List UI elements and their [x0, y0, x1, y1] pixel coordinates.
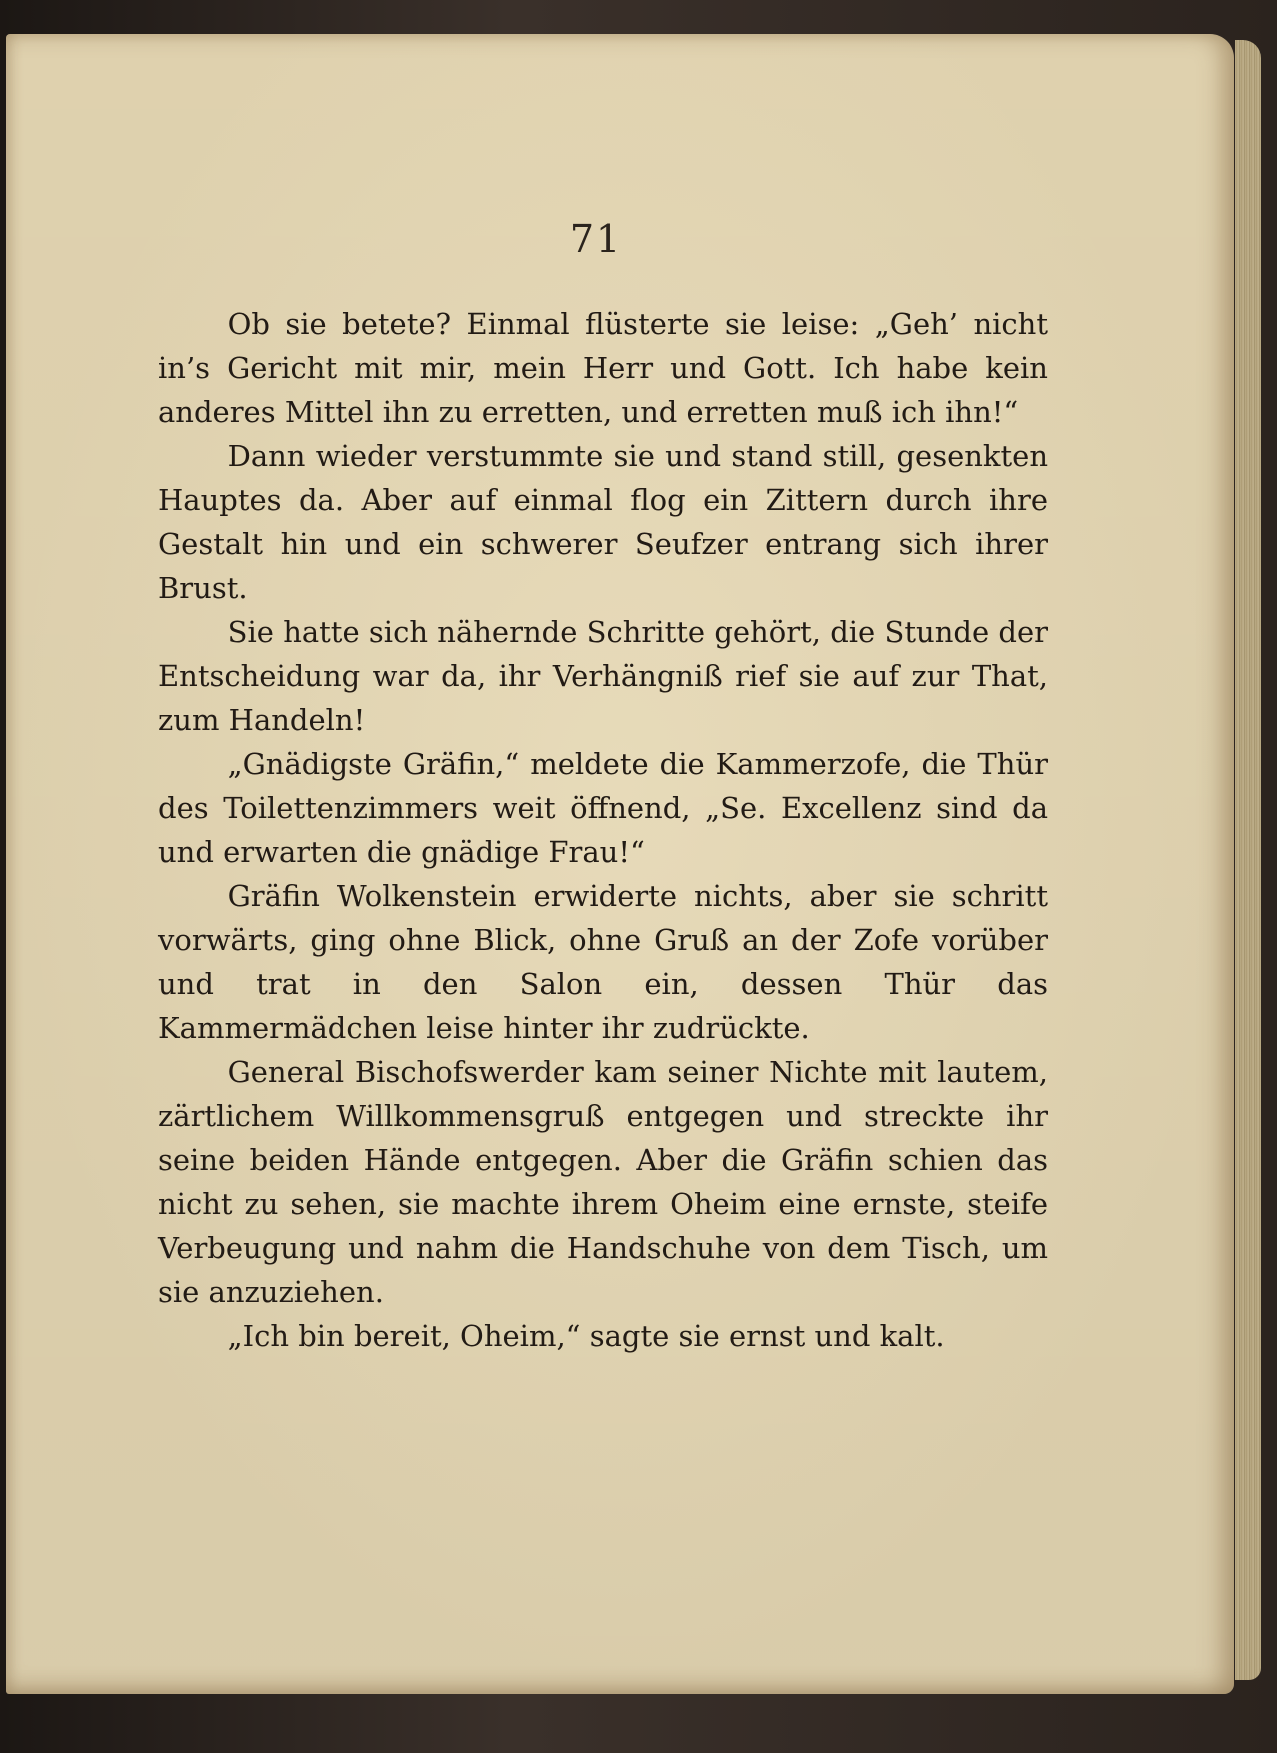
- paragraph-4: „Gnädigste Gräfin,“ meldete die Kammerzofe, die Thür des Toilettenzimmers weit öffnend, „Se. Excellenz sind da und erwarten die gnädige Frau!“: [158, 747, 1048, 869]
- paragraph-7: „Ich bin bereit, Oheim,“ sagte sie ernst und kalt.: [227, 1319, 945, 1353]
- paragraph-3: Sie hatte sich nähernde Schritte gehört, die Stunde der Entscheidung war da, ihr Verhängniß rief sie auf zur That, zum Handeln!: [158, 615, 1048, 737]
- page-number: 71: [569, 217, 623, 261]
- paragraph-5: Gräfin Wolkenstein erwiderte nichts, aber sie schritt vorwärts, ging ohne Blick, ohne Gruß an der Zofe vorüber und trat in den Salon ein, dessen Thür das Kammermädchen leise hinter ihr zudrückte.: [158, 879, 1048, 1045]
- book-page: [6, 34, 1234, 1694]
- paragraph-1: Ob sie betete? Einmal flüsterte sie leise: „Geh’ nicht in’s Gericht mit mir, mein Herr und Gott. Ich habe kein anderes Mittel ihn zu erretten, und erretten muß ich ihn!“: [158, 307, 1048, 429]
- paragraph-6: General Bischofswerder kam seiner Nichte mit lautem, zärtlichem Willkommensgruß entgegen und streckte ihr seine beiden Hände entgegen. Aber die Gräfin schien das nicht zu sehen, sie machte ihrem Oheim eine ernste, steife Verbeugung und nahm die Handschuhe von dem Tisch, um sie anzuziehen.: [158, 1055, 1048, 1309]
- paragraph-2: Dann wieder verstummte sie und stand still, gesenkten Hauptes da. Aber auf einmal flog ein Zittern durch ihre Gestalt hin und ein schwerer Seufzer entrang sich ihrer Brust.: [158, 439, 1048, 605]
- body-text: [158, 302, 1048, 1358]
- page-stack-edge: [1235, 40, 1261, 1680]
